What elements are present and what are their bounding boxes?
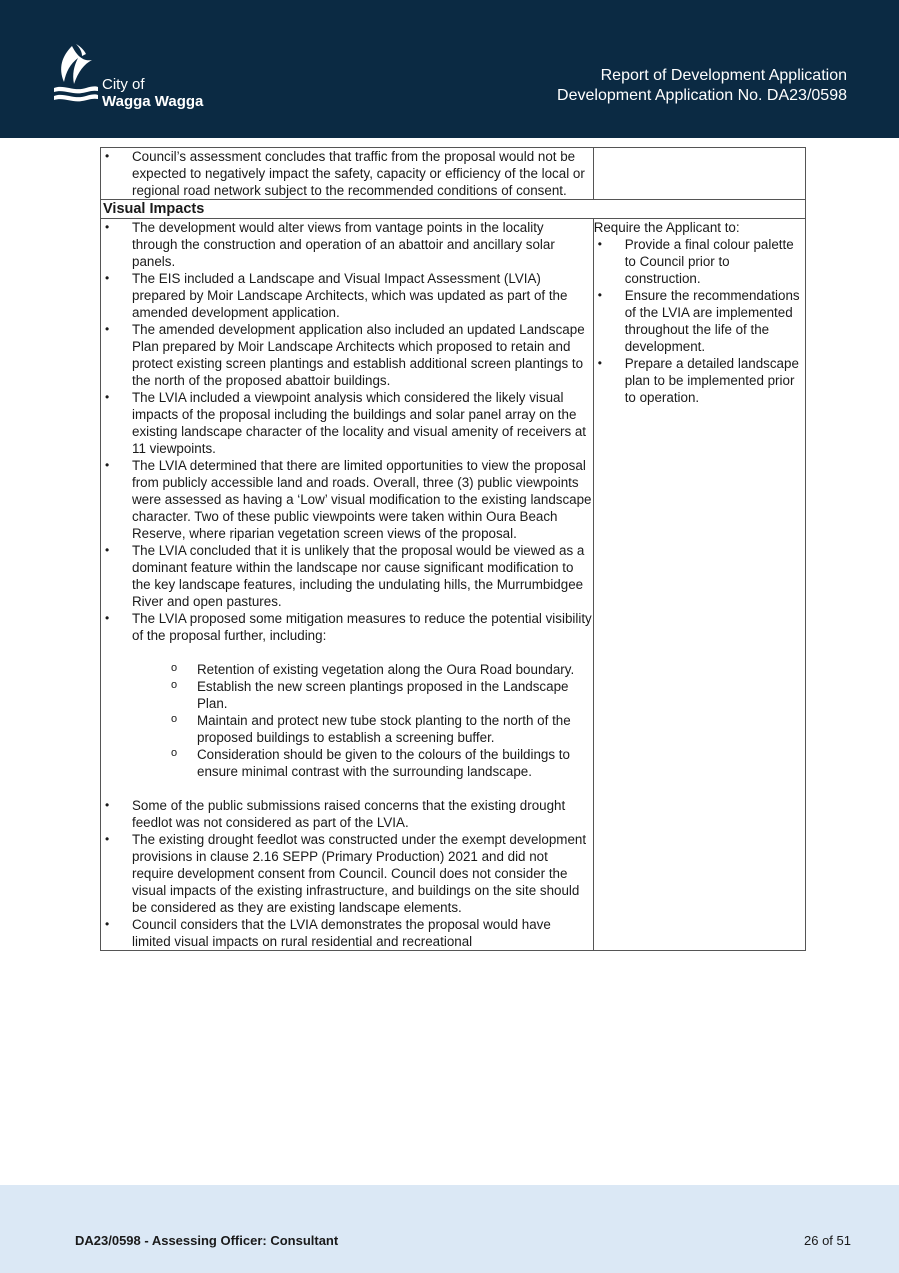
list-item: • The EIS included a Landscape and Visual Impact Assessment (LVIA) prepared by Moir Landscape Architects, which was updated as part of the amended development application. bbox=[101, 270, 593, 321]
conditions-intro: Require the Applicant to: bbox=[593, 220, 740, 235]
list-item: • Ensure the recommendations of the LVIA are implemented throughout the life of the development. bbox=[594, 287, 805, 355]
page-number: 26 of 51 bbox=[804, 1233, 851, 1248]
visual-bullet-list-b bbox=[101, 797, 593, 950]
list-item: • The amended development application also included an updated Landscape Plan prepared by Moir Landscape Architects which proposed to retain and protect existing screen plantings and establish additional screen plantings to the north of the proposed abattoir buildings. bbox=[101, 321, 593, 389]
list-item: • Prepare a detailed landscape plan to be implemented prior to operation. bbox=[594, 355, 805, 406]
conditions-bullet-list bbox=[594, 236, 805, 406]
section-title: Visual Impacts bbox=[101, 200, 806, 219]
visual-bullet-list-a bbox=[101, 219, 593, 644]
table-row-traffic bbox=[101, 148, 806, 200]
assessment-table bbox=[100, 147, 806, 951]
mitigation-sub-list bbox=[101, 661, 593, 780]
list-item: • The LVIA determined that there are limited opportunities to view the proposal from publicly accessible land and roads. Overall, three (3) public viewpoints were assessed as having a ‘Low’ visual modification to the existing landscape character. Two of these public viewpoints were taken within Oura Beach Reserve, where riparian vegetation screen views of the proposal. bbox=[101, 457, 593, 542]
report-title-line-2: Development Application No. DA23/0598 bbox=[557, 87, 847, 104]
report-title-line-1: Report of Development Application bbox=[600, 67, 847, 84]
list-item: • The existing drought feedlot was constructed under the exempt development provisions in clause 2.16 SEPP (Primary Production) 2021 and did not require development consent from Council. Council does not consider the visual impacts of the existing infrastructure, and buildings on the site should be considered as they are existing landscape elements. bbox=[101, 831, 593, 916]
table-row-section-heading bbox=[101, 200, 806, 219]
list-item: o Retention of existing vegetation along the Oura Road boundary. bbox=[101, 661, 593, 678]
report-title bbox=[557, 66, 847, 106]
list-item: • Council considers that the LVIA demonstrates the proposal would have limited visual impacts on rural residential and recreational bbox=[101, 916, 593, 950]
list-item: • The LVIA proposed some mitigation measures to reduce the potential visibility of the proposal further, including: bbox=[101, 610, 593, 644]
list-item: • The LVIA included a viewpoint analysis which considered the likely visual impacts of the proposal including the buildings and solar panel array on the existing landscape character of the locality and visual amenity of receivers at 11 viewpoints. bbox=[101, 389, 593, 457]
logo-line-2: Wagga Wagga bbox=[102, 93, 204, 110]
traffic-conditions-cell bbox=[593, 148, 805, 200]
page-footer bbox=[0, 1185, 899, 1273]
page-header bbox=[0, 0, 899, 138]
list-item: • Council’s assessment concludes that traffic from the proposal would not be expected to negatively impact the safety, capacity or efficiency of the local or regional road network subject to the recommended conditions of consent. bbox=[101, 148, 593, 199]
visual-assessment-cell bbox=[101, 219, 594, 951]
traffic-bullet-list bbox=[101, 148, 593, 199]
list-item: o Maintain and protect new tube stock planting to the north of the proposed buildings to establish a screening buffer. bbox=[101, 712, 593, 746]
traffic-assessment-cell bbox=[101, 148, 594, 200]
list-item: • The LVIA concluded that it is unlikely that the proposal would be viewed as a dominant feature within the landscape nor cause significant modification to the key landscape features, including the undulating hills, the Murrumbidgee River and open pastures. bbox=[101, 542, 593, 610]
list-item: • Some of the public submissions raised concerns that the existing drought feedlot was not considered as part of the LVIA. bbox=[101, 797, 593, 831]
footer-reference: DA23/0598 - Assessing Officer: Consultant bbox=[75, 1233, 339, 1248]
logo-wordmark bbox=[102, 76, 203, 110]
table-row-visual-impacts bbox=[101, 219, 806, 951]
list-item: o Consideration should be given to the colours of the buildings to ensure minimal contrast with the surrounding landscape. bbox=[101, 746, 593, 780]
list-item: • The development would alter views from vantage points in the locality through the construction and operation of an abattoir and ancillary solar panels. bbox=[101, 219, 593, 270]
logo-line-1: City of bbox=[102, 76, 145, 93]
list-item: • Provide a final colour palette to Council prior to construction. bbox=[594, 236, 805, 287]
list-item: o Establish the new screen plantings proposed in the Landscape Plan. bbox=[101, 678, 593, 712]
visual-conditions-cell bbox=[593, 219, 805, 951]
city-logo-icon bbox=[52, 42, 100, 106]
